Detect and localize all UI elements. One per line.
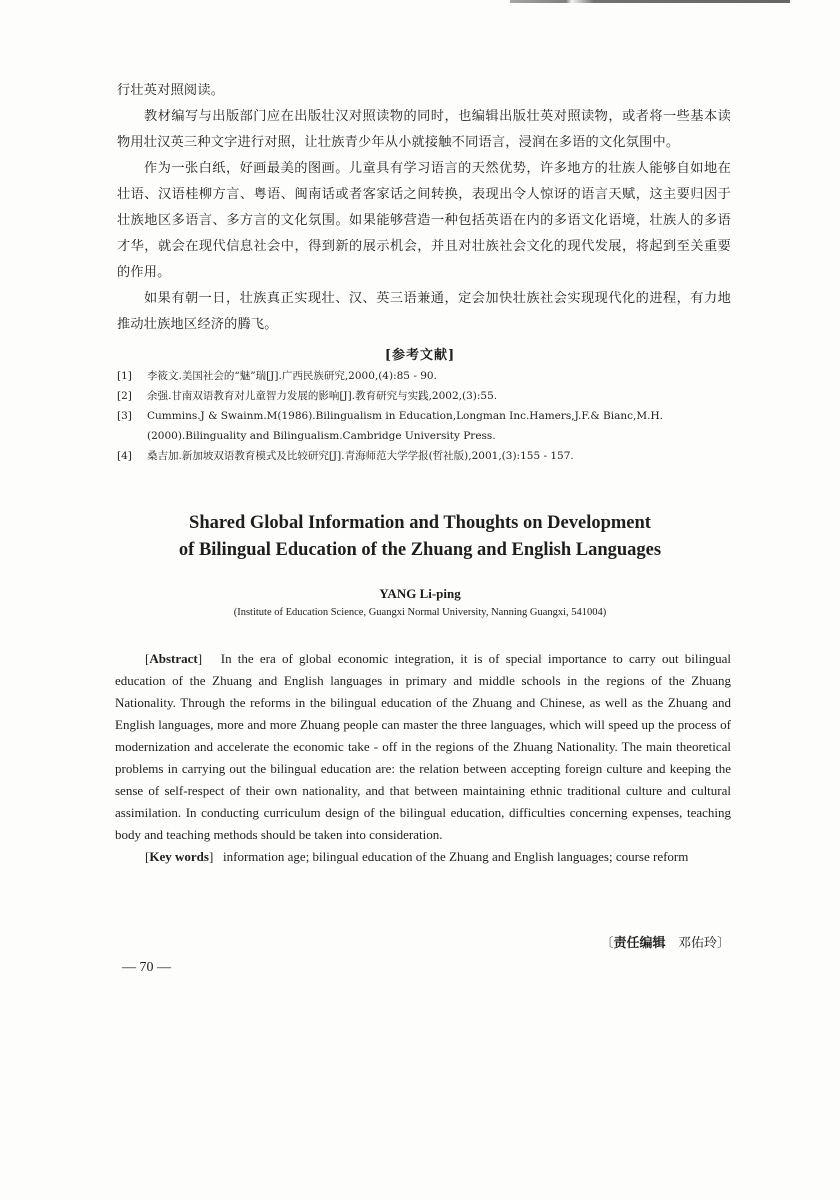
reference-text: 李筱文.美国社会的“魅”瑞[J].广西民族研究,2000,(4):85 - 90.: [147, 370, 437, 382]
reference-text: Cummins.J & Swainm.M(1986).Bilingualism in Education,Longman Inc.Hamers,J.F.& Bianc,M.H.(2000).Bilinguality and Bilingualism.Cambridge University Press.: [147, 410, 663, 442]
english-abstract: [115, 648, 731, 868]
abstract-paragraph: [115, 648, 731, 846]
bracket: 〕: [716, 936, 730, 951]
editor-role: 责任编辑: [613, 936, 666, 951]
keywords-paragraph: [115, 846, 731, 868]
paragraph: 如果有朝一日，壮族真正实现壮、汉、英三语兼通，定会加快壮族社会实现现代化的进程，有力地推动壮族地区经济的腾飞。: [117, 291, 731, 332]
page-number: — 70 —: [122, 960, 171, 975]
references-list: [117, 366, 737, 466]
paragraph: 作为一张白纸，好画最美的图画。儿童具有学习语言的天然优势，许多地方的壮族人能够自如地在壮语、汉语桂柳方言、粤语、闽南话或者客家话之间转换，表现出令人惊讶的语言天赋，这主要归因于壮族地区多语言、多方言的文化氛围。如果能够营造一种包括英语在内的多语文化语境，壮族人的多语才华，就会在现代信息社会中，得到新的展示机会，并且对壮族社会文化的现代发展，将起到至关重要的作用。: [117, 161, 731, 280]
paragraph: 教材编写与出版部门应在出版壮汉对照读物的同时，也编辑出版壮英对照读物，或者将一些基本读物用壮汉英三种文字进行对照，让壮族青少年从小就接触不同语言，浸润在多语的文化氛围中。: [117, 109, 731, 150]
author-name: YANG Li-ping: [379, 586, 461, 601]
reference-item: [117, 446, 737, 466]
author-affiliation: (Institute of Education Science, Guangxi Normal University, Nanning Guangxi, 541004): [233, 607, 607, 618]
editor-name: 邓佑玲: [677, 936, 717, 951]
english-title-line: Shared Global Information and Thoughts on Development: [189, 513, 651, 533]
english-title: [0, 510, 840, 564]
bracket: ]: [197, 651, 203, 666]
keywords-text: information age; bilingual education of the Zhuang and English languages; course reform: [223, 849, 689, 864]
chinese-body-text: [117, 78, 731, 338]
references-heading: [参考文献]: [384, 348, 456, 363]
reference-number: [2]: [117, 390, 132, 402]
reference-number: [1]: [117, 370, 132, 382]
reference-item: [117, 366, 737, 386]
responsible-editor: [540, 932, 730, 951]
bracket: [: [145, 651, 150, 666]
reference-number: [4]: [117, 450, 132, 462]
english-title-line: of Bilingual Education of the Zhuang and English Languages: [178, 540, 662, 560]
abstract-text: In the era of global economic integration, it is of special importance to carry out bilingual education of the Zhuang and English languages in primary and middle schools in the regions of the Zhuang Nationality. Through the reforms in the bilingual education of the Zhuang and Chinese, as well as the Zhuang and English languages, more and more Zhuang people can master the three languages, which will speed up the process of modernization and accelerate the economic take - off in the regions of the Zhuang Nationality. The main theoretical problems in carrying out the bilingual education are: the relation between accepting foreign culture and keeping the sense of self-respect of their own nationality, and that between maintaining ethnic traditional culture and cultural assimilation. In conducting curriculum design of the bilingual education, difficulties concerning expenses, teaching body and teaching methods should be taken into consideration.: [115, 651, 732, 842]
bracket: 〔: [600, 936, 614, 951]
scan-edge-mark: [510, 0, 790, 3]
reference-item: [117, 406, 737, 446]
reference-number: [3]: [117, 410, 132, 422]
paragraph: 行壮英对照阅读。: [117, 83, 225, 98]
bracket: ]: [208, 849, 214, 864]
reference-item: [117, 386, 737, 406]
reference-text: 桑吉加.新加坡双语教育模式及比较研究[J].青海师范大学学报(哲社版),2001,(3):155 - 157.: [147, 450, 574, 462]
bracket: [: [145, 849, 150, 864]
keywords-label: Key words: [149, 849, 209, 864]
abstract-label: Abstract: [149, 651, 198, 666]
reference-text: 余强.甘南双语教育对儿童智力发展的影响[J].教育研究与实践,2002,(3):55.: [147, 390, 498, 402]
